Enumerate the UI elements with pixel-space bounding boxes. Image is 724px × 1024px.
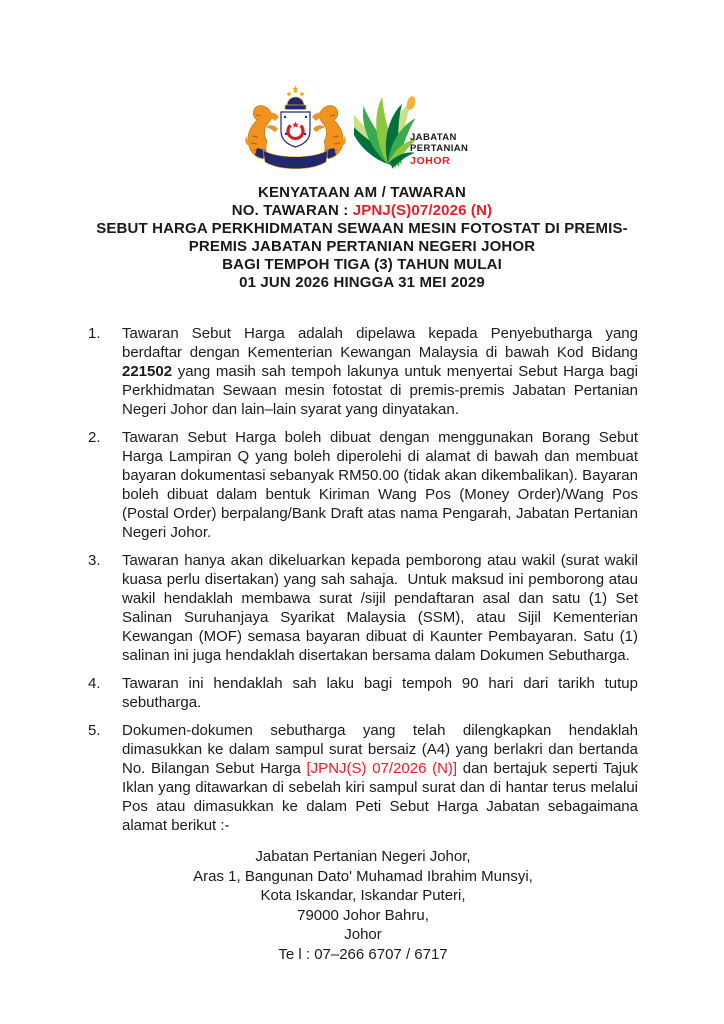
item-5-text-a: Dokumen-dokumen sebutharga yang telah dilengkapkan hendaklah dimasukkan ke dalam sampul surat bersaiz (A4) yang berlakri dan bertanda No. Bilangan Sebut Harga [122, 722, 638, 777]
title-line-1: KENYATAAN AM / TAWARAN [257, 184, 467, 201]
jabatan-pertanian-johor-logo [354, 84, 482, 176]
title-line-4: PREMIS JABATAN PERTANIAN NEGERI JOHOR [188, 238, 536, 255]
title-line-5: BAGI TEMPOH TIGA (3) TAHUN MULAI [222, 256, 502, 273]
address-block [88, 847, 638, 964]
dept-logo-text-jabatan: JABATAN [409, 132, 457, 143]
title-block [0, 184, 724, 292]
item-text [122, 428, 638, 542]
item-3-text: Tawaran hanya akan dikeluarkan kepada pemborong atau wakil (surat wakil kuasa perlu disertakan) yang sah sahaja. Untuk maksud ini pemborong atau wakil hendaklah membawa surat /sijil pendaftaran asal dan satu (1) Set Salinan Suruhanjaya Syarikat Malaysia (SSM), atau Sijil Kementerian Kewangan (MOF) semasa bayaran dibuat di Kaunter Pembayaran. Satu (1) salinan ini juga hendaklah disertakan bersama dalam Dokumen Sebutharga. [122, 552, 638, 664]
shield-icon [281, 112, 310, 147]
tender-no-label: NO. TAWARAN : [231, 202, 353, 219]
tender-number: JPNJ(S)07/2026 (N) [352, 202, 493, 219]
item-number: 1. [88, 325, 101, 342]
list-item-4 [88, 674, 638, 712]
list-item-3 [88, 551, 638, 665]
list-item-5 [88, 721, 638, 835]
title-line-3: SEBUT HARGA PERKHIDMATAN SEWAAN MESIN FOTOSTAT DI PREMIS- [96, 220, 628, 237]
dept-logo-text-johor: JOHOR [409, 155, 450, 167]
item-text [122, 674, 638, 712]
item-1-text-b: yang masih sah tempoh lakunya untuk menyertai Sebut Harga bagi Perkhidmatan Sewaan mesin fotostat di premis-premis Jabatan Pertanian Negeri Johor dan lain–lain syarat yang dinyatakan. [122, 363, 638, 418]
list-item-2 [88, 428, 638, 542]
johor-coat-of-arms-icon [243, 84, 348, 176]
address-line-4: 79000 Johor Bahru, [297, 906, 429, 924]
dept-logo-text-pertanian: PERTANIAN [409, 143, 468, 154]
item-4-text: Tawaran ini hendaklah sah laku bagi tempoh 90 hari dari tarikh tutup sebutharga. [122, 675, 638, 711]
motto-banner-icon [255, 148, 336, 169]
item-number: 3. [88, 552, 101, 569]
header-logos [0, 0, 724, 176]
item-2-text: Tawaran Sebut Harga boleh dibuat dengan menggunakan Borang Sebut Harga Lampiran Q yang boleh diperolehi di alamat di bawah dan membuat bayaran dokumentasi sebanyak RM50.00 (tidak akan dikembalikan). Bayaran boleh dibuat dalam bentuk Kiriman Wang Pos (Money Order)/Wang Pos (Postal Order) berpalang/Bank Draft atas nama Pengarah, Jabatan Pertanian Negeri Johor. [122, 429, 638, 541]
item-5-tender-number: [JPNJ(S) 07/2026 (N)] [306, 760, 458, 777]
crown-icon [285, 86, 306, 110]
document-body [88, 324, 638, 964]
address-line-2: Aras 1, Bangunan Dato' Muhamad Ibrahim Munsyi, [193, 867, 533, 885]
item-text [122, 324, 638, 419]
title-line-2 [0, 202, 724, 220]
item-text [122, 721, 638, 835]
item-number: 4. [88, 675, 101, 692]
address-line-phone: Te l : 07–266 6707 / 6717 [278, 945, 448, 963]
address-line-3: Kota Iskandar, Iskandar Puteri, [260, 887, 466, 904]
item-number: 2. [88, 429, 101, 446]
item-text [122, 551, 638, 665]
title-line-6: 01 JUN 2026 HINGGA 31 MEI 2029 [239, 274, 485, 291]
list-item-1 [88, 324, 638, 419]
address-line-1: Jabatan Pertanian Negeri Johor, [255, 848, 471, 865]
item-1-text-a: Tawaran Sebut Harga adalah dipelawa kepada Penyebutharga yang berdaftar dengan Kementerian Kewangan Malaysia di bawah Kod Bidang [122, 325, 638, 361]
address-line-5: Johor [344, 926, 382, 943]
item-1-code-bidang: 221502 [122, 363, 173, 380]
item-number: 5. [88, 722, 101, 739]
item-5-text-b: dan bertajuk seperti Tajuk Iklan yang ditawarkan di sebelah kiri sampul surat dan di hantar terus melalui Pos atau dimasukkan ke dalam Peti Sebut Harga Jabatan sebagaimana alamat berikut :- [122, 760, 638, 834]
